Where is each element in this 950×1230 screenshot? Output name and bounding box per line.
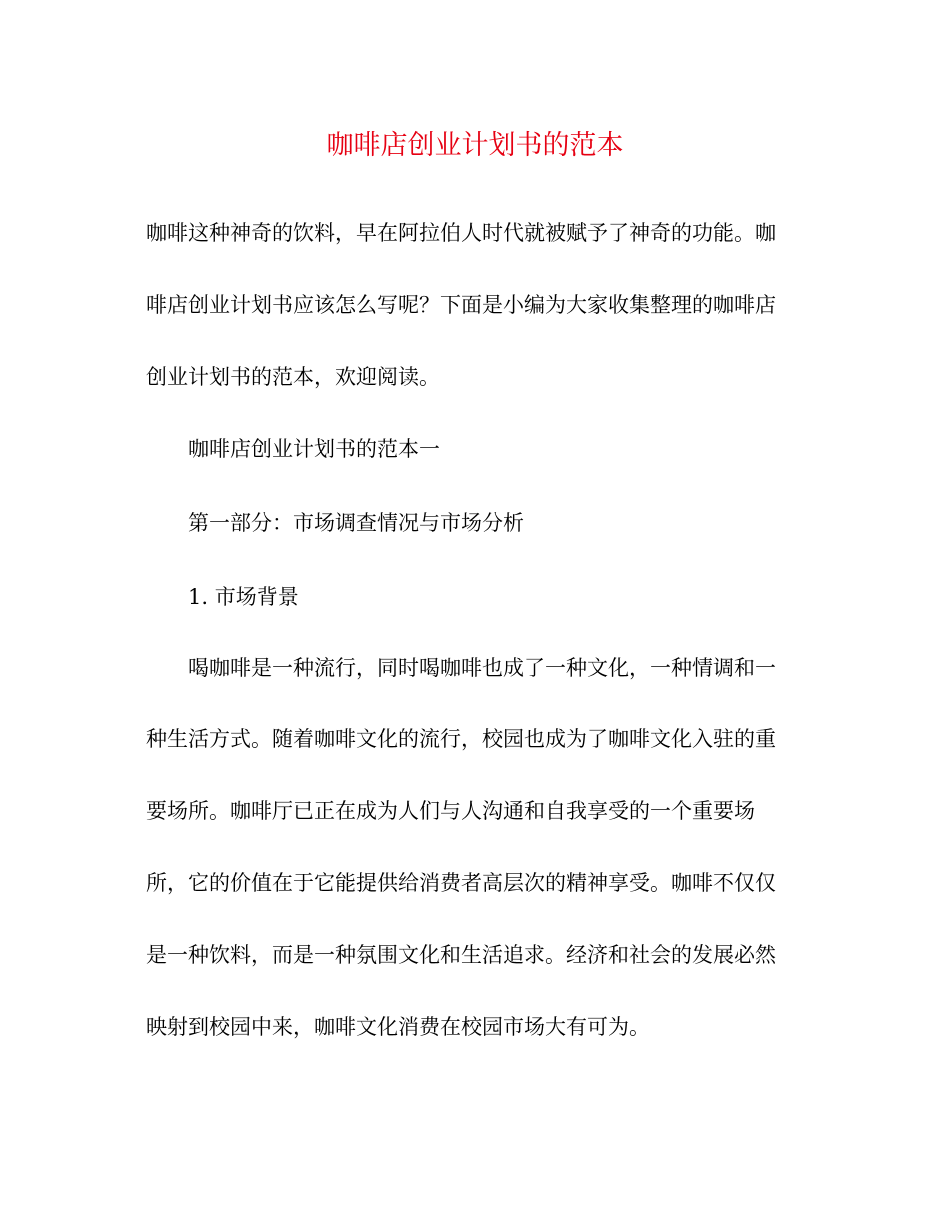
subsection-title: 1. 市场背景: [188, 585, 299, 609]
paragraph-line-6: 映射到校园中来，咖啡文化消费在校园市场大有可为。: [146, 1015, 650, 1039]
intro-line-3: 创业计划书的范本，欢迎阅读。: [146, 365, 440, 389]
paragraph-line-1: 喝咖啡是一种流行，同时喝咖啡也成了一种文化，一种情调和一: [188, 656, 776, 680]
document-title: 咖啡店创业计划书的范本: [326, 130, 624, 161]
intro-line-2: 啡店创业计划书应该怎么写呢？下面是小编为大家收集整理的咖啡店: [146, 293, 776, 317]
paragraph-line-3: 要场所。咖啡厅已正在成为人们与人沟通和自我享受的一个重要场: [146, 799, 755, 823]
section-title: 咖啡店创业计划书的范本一: [188, 437, 440, 461]
intro-line-1: 咖啡这种神奇的饮料，早在阿拉伯人时代就被赋予了神奇的功能。咖: [146, 221, 776, 245]
paragraph-line-5: 是一种饮料，而是一种氛围文化和生活追求。经济和社会的发展必然: [146, 943, 776, 967]
paragraph-line-2: 种生活方式。随着咖啡文化的流行，校园也成为了咖啡文化入驻的重: [146, 727, 776, 751]
part-title: 第一部分：市场调查情况与市场分析: [188, 511, 524, 535]
paragraph-line-4: 所，它的价值在于它能提供给消费者高层次的精神享受。咖啡不仅仅: [146, 871, 776, 895]
